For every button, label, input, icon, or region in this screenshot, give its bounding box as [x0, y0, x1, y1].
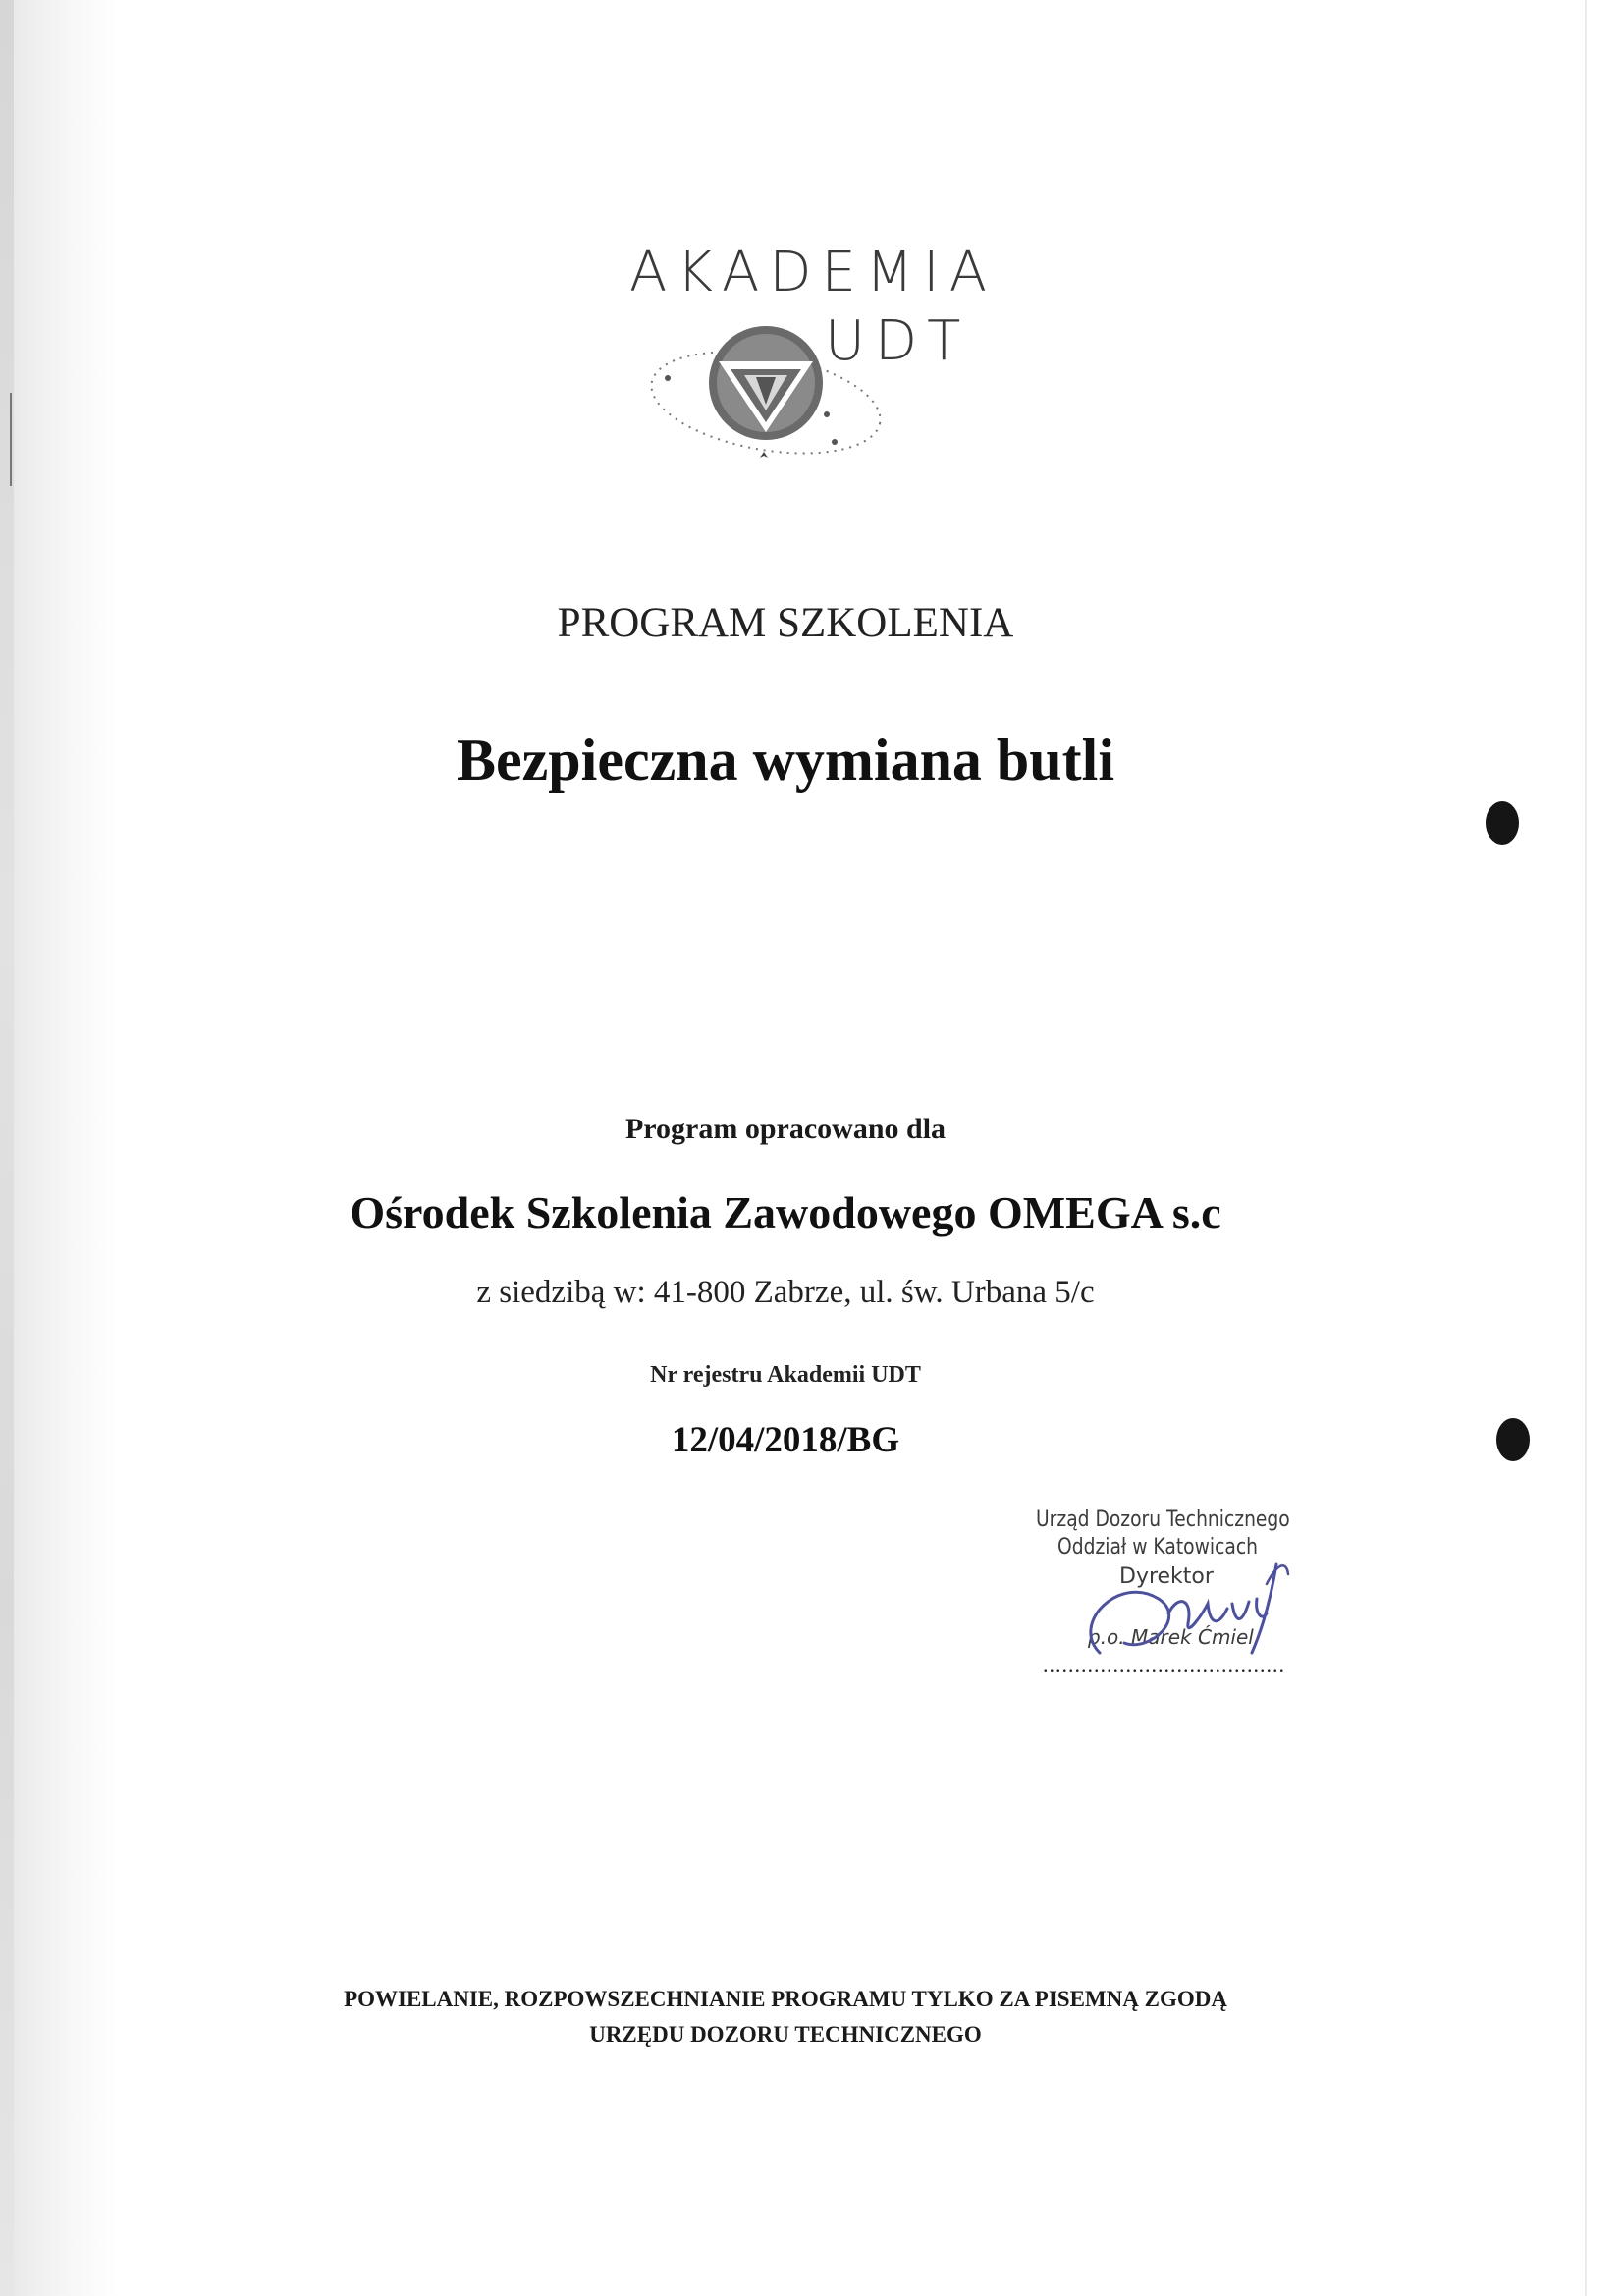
udt-emblem-icon	[628, 295, 903, 476]
stamp-role: Dyrektor	[1119, 1564, 1214, 1589]
signature-line: ......................................	[1043, 1653, 1285, 1677]
registry-label: Nr rejestru Akademii UDT	[650, 1362, 921, 1388]
stamp-name: p.o. Marek Ćmiel	[1088, 1625, 1254, 1649]
organization-name: Ośrodek Szkolenia Zawodowego OMEGA s.c	[350, 1187, 1221, 1237]
stamp-branch: Oddział w Katowicach	[1057, 1535, 1258, 1559]
official-stamp	[1031, 1505, 1326, 1692]
akademia-udt-logo	[589, 241, 997, 476]
copyright-notice-line1: POWIELANIE, ROZPOWSZECHNIANIE PROGRAMU TYLKO ZA PISEMNĄ ZGODĄ	[344, 1987, 1227, 2011]
logo-text-akademia: AKADEMIA	[629, 241, 997, 304]
stamp-office: Urząd Dozoru Technicznego	[1036, 1507, 1290, 1532]
scan-border-right	[1585, 0, 1587, 2296]
scan-mark	[10, 393, 12, 486]
course-title: Bezpieczna wymiana butli	[457, 728, 1114, 793]
organization-address: z siedzibą w: 41-800 Zabrze, ul. św. Urbana 5/c	[476, 1275, 1095, 1310]
prepared-for-label: Program opracowano dla	[624, 1113, 947, 1145]
logo-text-udt: UDT	[825, 309, 971, 373]
scan-border-left	[0, 0, 14, 2296]
copyright-notice-line2: URZĘDU DOZORU TECHNICZNEGO	[589, 2022, 982, 2047]
scan-shadow-left	[0, 0, 118, 2296]
copyright-notice	[0, 1982, 1571, 2052]
registry-number: 12/04/2018/BG	[671, 1420, 900, 1460]
program-heading: PROGRAM SZKOLENIA	[557, 600, 1014, 646]
handwritten-signature	[1031, 1505, 1326, 1692]
punch-hole	[1486, 801, 1519, 845]
